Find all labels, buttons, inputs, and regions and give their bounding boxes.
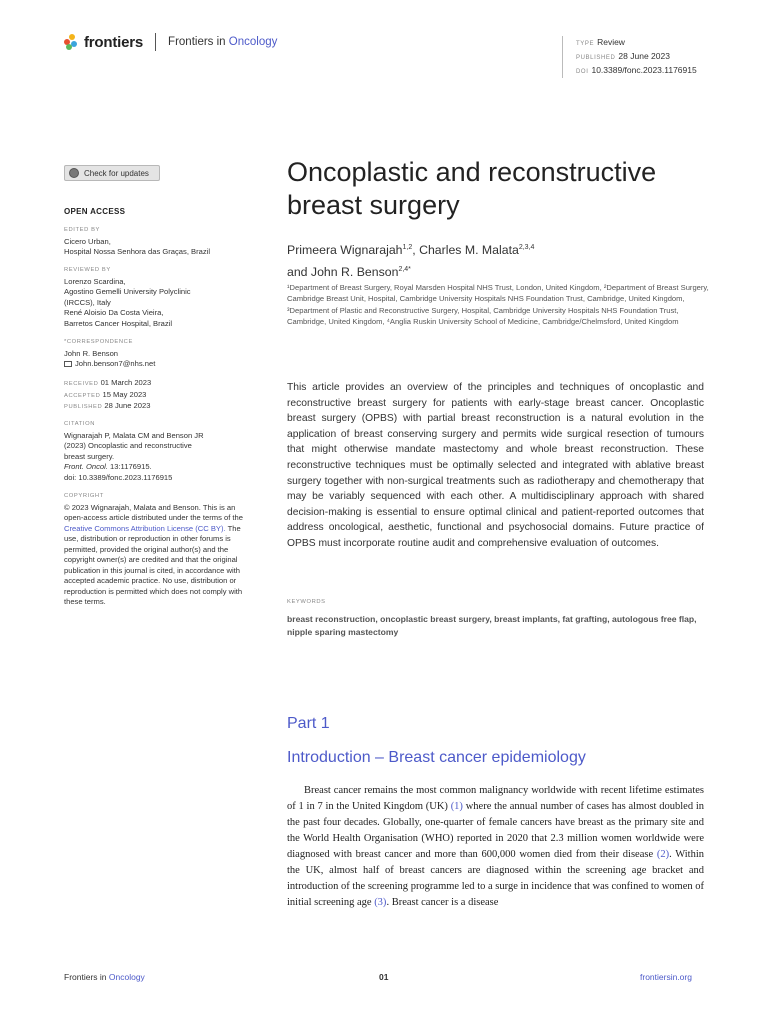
footer-journal[interactable]: Frontiers in Oncology — [64, 972, 145, 982]
part-heading: Part 1 — [287, 715, 330, 732]
page-number: 01 — [379, 972, 389, 982]
author-link[interactable]: and John R. Benson$^{2,4*}$ — [287, 265, 411, 280]
reference-link[interactable]: (2) — [656, 849, 670, 860]
frontiers-logo[interactable] — [64, 33, 277, 51]
author-list — [287, 238, 707, 282]
brand-name: frontiers — [84, 33, 144, 51]
cc-by-license-link[interactable]: Creative Commons Attribution License (CC BY). — [64, 523, 226, 533]
reference-link[interactable]: (3) — [374, 897, 387, 908]
correspondence: *CORRESPONDENCE John R. Benson John.benson7@nhs.net — [64, 337, 244, 370]
keywords: breast reconstruction, oncoplastic breast surgery, breast implants, fat grafting, autologous free flap, nipple sparing mastectomy — [287, 614, 697, 637]
check-updates-icon — [69, 168, 79, 178]
article-title: Oncoplastic and reconstructive breast surgery — [287, 157, 657, 220]
reviewed-by: REVIEWED BY Lorenzo Scardina, Agostino Gemelli University Polyclinic (IRCCS), Italy René Aloisio Da Costa Vieira, Barretos Cancer Hospital, Brazil — [64, 267, 191, 328]
abstract: This article provides an overview of the principles and techniques of oncoplastic and reconstructive breast surgery for patients with early-stage breast cancer. Oncoplastic breast surgery (OPBS) with partial breast reconstruction is a natural evolution in the application of breast conserving surgery and permits wide surgical resection of tumours that might otherwise mandate mastectomy and whole breast reconstruction. These reconstructive techniques must be optimally selected and integrated with ablative breast surgery together with non-surgical treatments such as radiotherapy and chemotherapy that may be variably sequenced with each other. A multidisciplinary approach with shared decision-making is essential to ensure optimal clinical and patient-reported outcomes that address oncological, aesthetic, functional and psychosocial domains. Future practice of OPBS must incorporate routine audit and comprehensive evaluation of outcomes. — [287, 382, 704, 549]
affiliations: ¹Department of Breast Surgery, Royal Marsden Hospital NHS Trust, London, United Kingdom, ²Department of Breast Surgery, Cambridge Breast Unit, Hospital, Cambridge University Hospitals NHS Foundation Trust, Cambridge, United Kingdom, ³Department of Plastic and Reconstructive Surgery, Hospital, Cambridge University Hospitals NHS Foundation Trust, Cambridge, United Kingdom, ⁴Anglia Ruskin University School of Medicine, Cambridge/Chelmsford, United Kingdom — [287, 283, 709, 326]
section-heading: Introduction – Breast cancer epidemiology — [287, 749, 586, 766]
body-paragraph: Breast cancer remains the most common malignancy worldwide with recent lifetime estimates of 1 in 7 in the United Kingdom (UK) (1) where the annual number of cases has almost doubled in the past four decades. Globally, one-quarter of female cancers have breast as the primary site and the World Health Organisation (WHO) reported in 2020 that 2.3 million women worldwide were diagnosed with breast cancer and more than 600,000 women died from their disease (2). Within the UK, almost half of breast cancers are diagnosed within the screening age bracket and introduction of the screening programme led to a surge in incidence that was confined to women of initial screening age (3). Breast cancer is a disease — [287, 785, 704, 908]
logo-divider — [155, 33, 156, 51]
meta-doi: DOI 10.3389/fonc.2023.1176915 — [576, 65, 697, 75]
author-link[interactable]: Primeera Wignarajah$^{1,2}$ — [287, 243, 413, 258]
journal-name[interactable]: Frontiers in Oncology — [168, 36, 278, 48]
keywords-heading: KEYWORDS — [287, 599, 326, 605]
footer-site-link[interactable]: frontiersin.org — [640, 972, 692, 982]
mail-icon — [64, 361, 72, 367]
article-meta — [562, 36, 697, 78]
meta-published: PUBLISHED 28 June 2023 — [576, 51, 670, 61]
reference-link[interactable]: (1) — [450, 801, 463, 812]
frontiers-logo-icon — [64, 34, 78, 50]
meta-type: TYPE Review — [576, 37, 625, 47]
edited-by: EDITED BY Cicero Urban, Hospital Nossa Senhora das Graças, Brazil — [64, 227, 211, 256]
check-for-updates-button[interactable]: Check for updates — [64, 165, 160, 181]
open-access-label: OPEN ACCESS — [64, 207, 126, 216]
copyright: COPYRIGHT © 2023 Wignarajah, Malata and Benson. This is an open-access article distributed under the terms of the Creative Commons Attribution License (CC BY). The use, distribution or reproduction in other forums is permitted, provided the original author(s) and the copyright owner(s) are credited and that the original publication in this journal is cited, in accordance with accepted academic practice. No use, distribution or reproduction is permitted which does not comply with these terms. — [64, 493, 243, 606]
citation: CITATION Wignarajah P, Malata CM and Benson JR (2023) Oncoplastic and reconstructive breast surgery. Front. Oncol. 13:1176915. doi: 10.3389/fonc.2023.1176915 — [64, 421, 204, 482]
author-link[interactable]: , Charles M. Malata$^{2,3,4}$ — [412, 243, 535, 258]
article-dates: RECEIVED 01 March 2023 ACCEPTED 15 May 2023 PUBLISHED 28 June 2023 — [64, 378, 152, 410]
correspondence-email-link[interactable]: John.benson7@nhs.net — [64, 359, 244, 370]
